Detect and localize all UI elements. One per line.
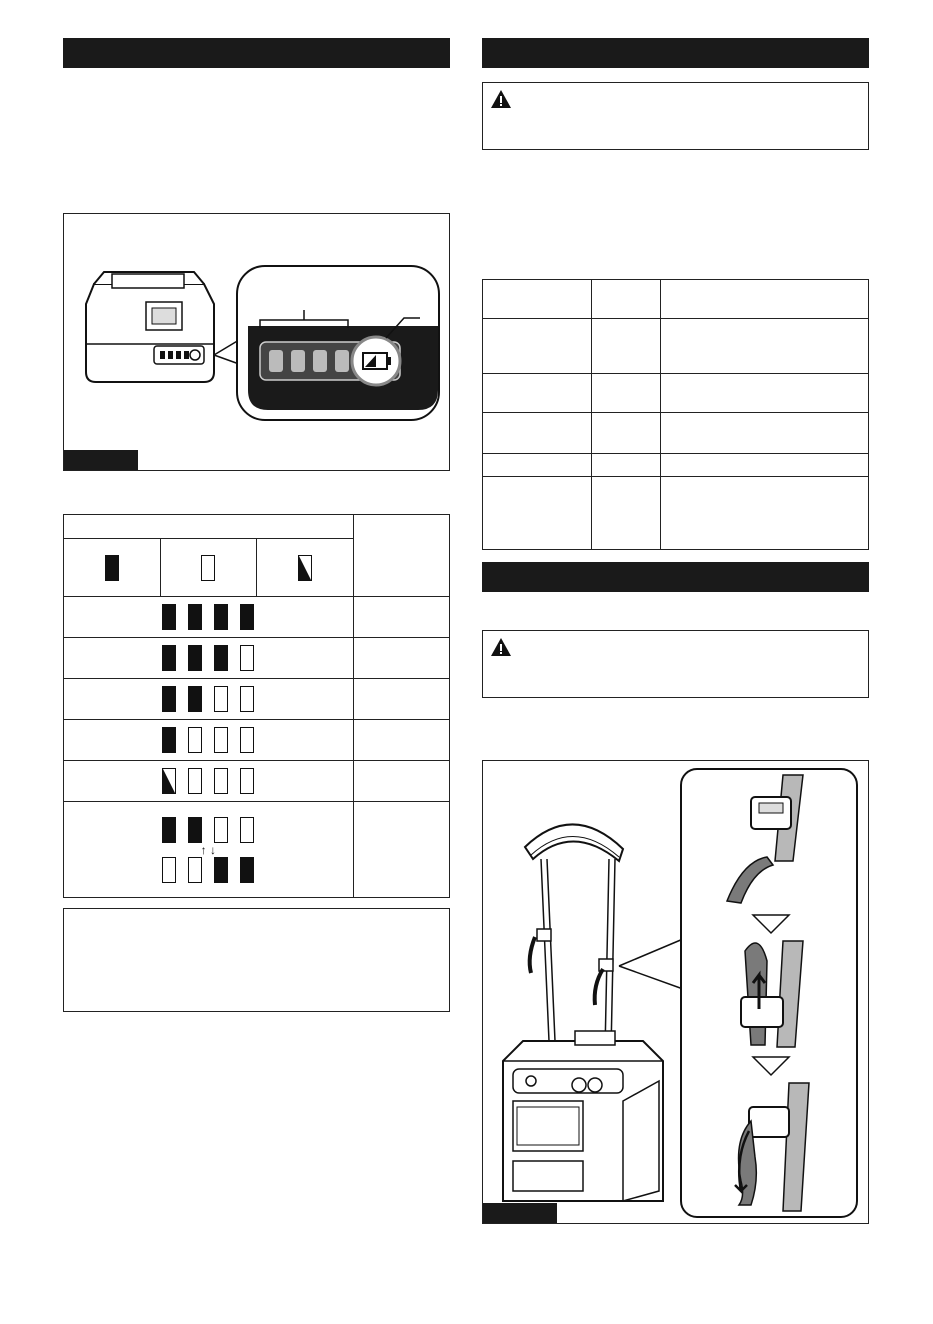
legend-off [160, 539, 257, 597]
table-cell [592, 280, 661, 319]
lamp-blinking-icon [162, 768, 176, 794]
capacity-cell [353, 679, 449, 720]
note-box [63, 908, 450, 1012]
table-cell [592, 454, 661, 477]
table-cell [661, 280, 869, 319]
lamp-on-icon [162, 817, 176, 843]
lamp-on-icon [162, 604, 176, 630]
table-header-indicator-lamps [64, 515, 354, 539]
capacity-cell [353, 597, 449, 638]
lamp-off-icon [214, 727, 228, 753]
lamp-on-icon [105, 555, 119, 581]
warning-box-1 [482, 82, 869, 150]
lamp-off-icon [188, 727, 202, 753]
lamp-on-icon [188, 686, 202, 712]
lamp-off-icon [240, 768, 254, 794]
table-cell [661, 319, 869, 374]
table-cell [483, 374, 592, 413]
lamp-on-icon [162, 645, 176, 671]
figure-tag [64, 450, 138, 470]
capacity-cell [353, 720, 449, 761]
lamp-on-icon [240, 857, 254, 883]
capacity-cell [353, 638, 449, 679]
table-cell [592, 374, 661, 413]
lamp-row [64, 597, 354, 638]
lamp-on-icon [162, 686, 176, 712]
table-cell [592, 413, 661, 454]
table-cell [483, 413, 592, 454]
lamp-row-alternating [64, 802, 354, 898]
table-cell [661, 477, 869, 550]
lamp-row [64, 761, 354, 802]
table-cell [661, 374, 869, 413]
lamp-on-icon [188, 604, 202, 630]
lamp-on-icon [188, 817, 202, 843]
lamp-blinking-icon [298, 555, 312, 581]
table-cell [483, 477, 592, 550]
table-cell [661, 454, 869, 477]
alternating-arrows: ↑ ↓ [200, 842, 216, 857]
lamp-on-icon [214, 604, 228, 630]
legend-blinking [257, 539, 354, 597]
lamp-off-icon [214, 686, 228, 712]
lamp-on-icon [162, 727, 176, 753]
table-cell [661, 413, 869, 454]
lamp-row [64, 638, 354, 679]
battery-indicator-illustration [64, 214, 449, 470]
lamp-on-icon [214, 857, 228, 883]
lamp-off-icon [240, 727, 254, 753]
table-cell [483, 319, 592, 374]
specification-table [482, 279, 869, 550]
figure-shoulder-strap [482, 760, 869, 1224]
warning-triangle-icon [490, 637, 512, 657]
lamp-off-icon [162, 857, 176, 883]
lamp-row [64, 720, 354, 761]
section-header-bar-left [63, 38, 450, 68]
lamp-on-icon [214, 645, 228, 671]
section-header-bar-right-2 [482, 562, 869, 592]
legend-on [64, 539, 161, 597]
capacity-cell [353, 802, 449, 898]
lamp-row [64, 679, 354, 720]
shoulder-strap-illustration [483, 761, 868, 1223]
lamp-off-icon [214, 768, 228, 794]
lamp-on-icon [240, 604, 254, 630]
table-cell [592, 477, 661, 550]
indicator-lamp-table [63, 514, 450, 898]
lamp-off-icon [201, 555, 215, 581]
figure-battery-indicator [63, 213, 450, 471]
figure-tag [483, 1203, 557, 1223]
warning-box-2 [482, 630, 869, 698]
table-header-capacity [353, 515, 449, 597]
lamp-off-icon [188, 768, 202, 794]
lamp-off-icon [240, 817, 254, 843]
lamp-off-icon [214, 817, 228, 843]
table-cell [592, 319, 661, 374]
table-cell [483, 280, 592, 319]
section-header-bar-right-1 [482, 38, 869, 68]
warning-triangle-icon [490, 89, 512, 109]
lamp-off-icon [188, 857, 202, 883]
table-cell [483, 454, 592, 477]
lamp-on-icon [188, 645, 202, 671]
capacity-cell [353, 761, 449, 802]
lamp-off-icon [240, 686, 254, 712]
lamp-off-icon [240, 645, 254, 671]
